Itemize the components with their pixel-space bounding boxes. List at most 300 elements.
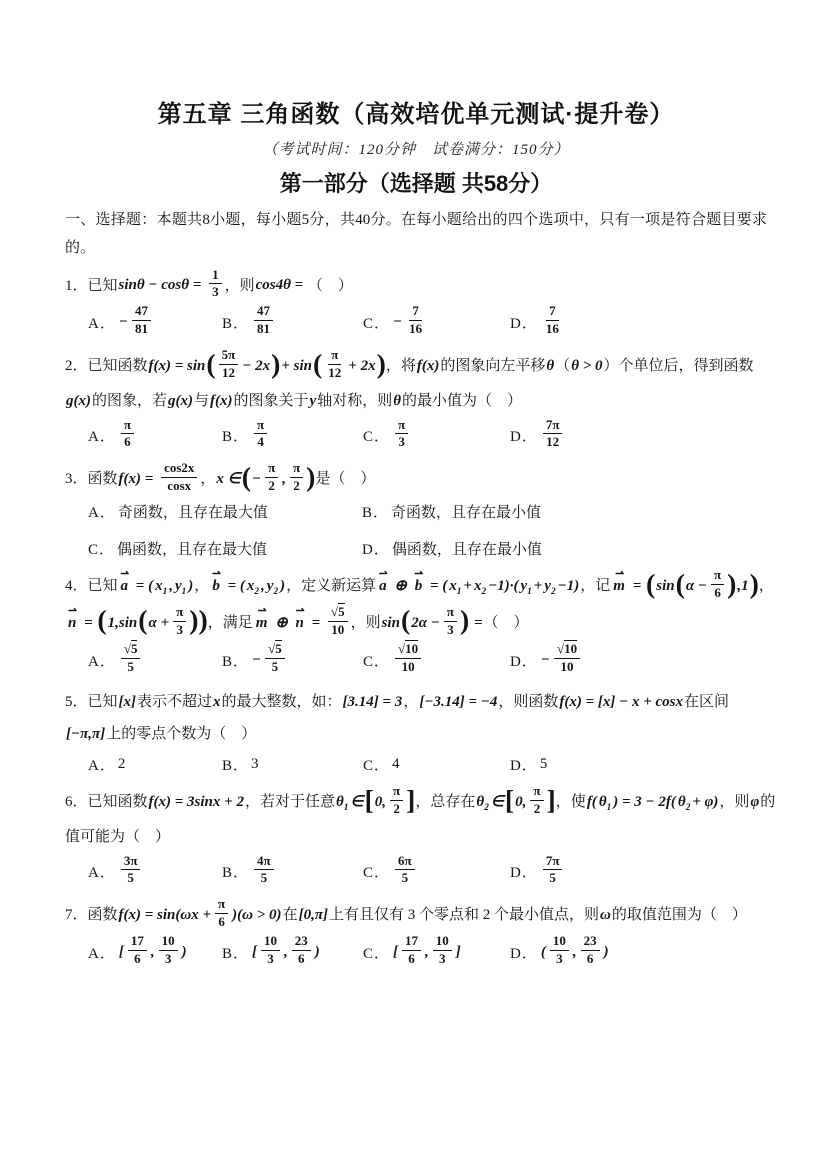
- option-value: [118, 756, 126, 773]
- numerator: 10: [261, 933, 280, 951]
- option-D-q6: [510, 852, 767, 890]
- vector-m: m ⇀: [256, 608, 268, 639]
- math-run: θ > 0: [571, 357, 603, 374]
- text-run: 3．函数: [65, 471, 118, 488]
- fraction: [159, 933, 178, 968]
- fraction: [328, 604, 348, 639]
- text-run: 5: [539, 755, 548, 772]
- denominator: 6: [134, 950, 141, 966]
- bracket: ]: [546, 784, 556, 816]
- subscripted-var: $y_2$: [544, 577, 556, 597]
- denominator: 2: [393, 800, 400, 816]
- numerator: 7π: [543, 417, 563, 435]
- option-value: [392, 640, 424, 678]
- fraction: [254, 417, 267, 452]
- option-value: [540, 305, 565, 340]
- math-run: 2α −: [411, 614, 440, 631]
- fraction: [161, 460, 197, 495]
- question-text-line: [65, 462, 767, 497]
- denominator: 5: [271, 658, 279, 674]
- exam-info: （考试时间：120分钟 试卷满分：150分）: [262, 142, 570, 158]
- math-run: [−3.14] = −4: [419, 693, 498, 710]
- text-run: ）个单位后，得到函数: [603, 357, 754, 374]
- math-run: − 2x: [242, 357, 271, 374]
- math-run: y: [309, 392, 317, 409]
- bracket: (: [138, 605, 148, 637]
- option-value: [392, 538, 542, 559]
- math-run: f(x) = sin(ωx +: [118, 907, 212, 924]
- numerator: π: [711, 567, 724, 585]
- option-value: [540, 640, 583, 678]
- option-A-q3: [88, 499, 362, 523]
- text-run: ，则: [350, 614, 381, 631]
- math-run: −1): [557, 577, 580, 594]
- option-value: [392, 756, 400, 773]
- text-run: 的取值范围为（ ）: [611, 907, 747, 924]
- fraction: [261, 933, 280, 968]
- subscripted-var: $x_1$: [449, 577, 462, 597]
- math-run: θ: [546, 357, 555, 374]
- option-value: [251, 640, 288, 678]
- text-run: 轴对称，则: [317, 392, 393, 409]
- options-row: [88, 499, 767, 560]
- options-row: [88, 752, 767, 776]
- fraction: [121, 417, 134, 452]
- fraction: [543, 303, 562, 338]
- question-5: [65, 687, 767, 777]
- numerator: 17: [128, 933, 147, 951]
- denominator: 3: [439, 950, 446, 966]
- math-run: f(x) =: [118, 471, 158, 488]
- subscripted-var: $\theta_1$: [335, 793, 349, 813]
- option-label: B．: [222, 316, 250, 333]
- math-run: (: [540, 943, 546, 960]
- denominator: 3: [164, 950, 172, 966]
- option-label: C．: [363, 653, 391, 670]
- math-run: ,: [284, 943, 288, 960]
- text-run: 7．函数: [65, 907, 118, 924]
- math-run: + φ): [692, 793, 719, 810]
- math-run: −: [252, 471, 262, 488]
- fraction: [395, 641, 421, 676]
- fraction: [543, 417, 563, 452]
- math-run: [: [118, 943, 124, 960]
- numerator: √10: [395, 641, 421, 659]
- subscripted-var: $y_1$: [174, 577, 187, 597]
- subscripted-var: $\theta_2$: [677, 793, 691, 813]
- subscripted-var: $x_2$: [473, 577, 487, 597]
- fraction: [254, 303, 273, 338]
- text-run: 在区间: [684, 693, 730, 710]
- option-value: [251, 416, 270, 454]
- math-run: [0,π]: [298, 907, 329, 924]
- numerator: 17: [402, 933, 421, 951]
- option-label: D．: [362, 541, 390, 558]
- text-run: ，记: [580, 577, 611, 594]
- text-run: 1．已知: [65, 277, 118, 294]
- bracket: (: [97, 605, 107, 637]
- math-run: sin: [656, 577, 675, 594]
- math-run: + sin: [281, 357, 313, 374]
- bracket: (: [206, 348, 216, 380]
- text-run: ，则: [224, 277, 255, 294]
- bracket: ): [306, 461, 316, 493]
- option-label: C．: [363, 865, 391, 882]
- text-run: 的: [760, 793, 776, 810]
- text-run: 是（ ）: [315, 471, 376, 488]
- option-value: [251, 756, 259, 773]
- option-B-q7: [222, 935, 363, 970]
- math-run: ,: [261, 577, 265, 594]
- fraction: [121, 641, 141, 676]
- math-run: 0,: [515, 793, 527, 810]
- text-run: 奇函数，且存在最大值: [117, 504, 268, 521]
- bracket: (: [675, 568, 685, 600]
- math-run: [3.14] = 3: [342, 693, 403, 710]
- math-run: [−π,π]: [66, 726, 106, 743]
- section-heading: 第一部分（选择题 共58分）: [279, 171, 553, 196]
- math-run: −: [252, 651, 262, 668]
- option-value: [117, 538, 267, 559]
- text-run: ，: [194, 577, 210, 594]
- option-label: A．: [88, 865, 116, 882]
- option-label: D．: [510, 429, 538, 446]
- fraction: [581, 933, 600, 968]
- denominator: 10: [331, 621, 345, 637]
- denominator: 10: [401, 658, 415, 674]
- math-run: )(ω > 0): [232, 907, 282, 924]
- option-label: B．: [362, 504, 390, 521]
- subscripted-var: $y_1$: [520, 577, 532, 597]
- numerator: 10: [550, 933, 569, 951]
- radicand: 10: [564, 640, 578, 656]
- numerator: 47: [132, 303, 151, 321]
- numerator: 10: [159, 933, 178, 951]
- math-run: g(x): [66, 392, 91, 409]
- denominator: 5: [127, 658, 134, 674]
- numerator: cos2x: [161, 460, 197, 478]
- option-value: [391, 501, 541, 522]
- question-text-line: [65, 822, 767, 853]
- math-run: ,: [282, 471, 286, 488]
- numerator: 1: [209, 267, 222, 285]
- text-run: 的图象关于: [233, 392, 309, 409]
- math-run: ,: [169, 577, 173, 594]
- denominator: 3: [267, 950, 274, 966]
- math-run: = (: [223, 577, 245, 594]
- denominator: 12: [221, 364, 235, 380]
- text-run: ，定义新运算: [286, 577, 377, 594]
- text-run: ，将: [385, 357, 416, 374]
- math-run: ): [314, 943, 320, 960]
- option-A-q1: [88, 305, 222, 340]
- numerator: 23: [292, 933, 311, 951]
- vector-a: a ⇀: [121, 571, 129, 602]
- numerator: √5: [265, 641, 285, 659]
- option-value: [540, 852, 566, 890]
- numerator: 5π: [219, 347, 239, 365]
- option-label: D．: [510, 865, 538, 882]
- denominator: 6: [408, 950, 415, 966]
- option-value: [118, 416, 137, 454]
- math-run: θ: [393, 392, 402, 409]
- question-text-line: [65, 349, 767, 384]
- fraction: [254, 853, 274, 888]
- subscripted-var: $x_2$: [246, 577, 260, 597]
- denominator: 2: [533, 800, 541, 816]
- option-C-q7: [363, 935, 510, 970]
- math-run: ): [603, 943, 609, 960]
- option-label: C．: [363, 945, 391, 962]
- option-value: [540, 756, 548, 773]
- math-run: f(x) = sin: [148, 357, 206, 374]
- bracket: ): [189, 605, 199, 637]
- math-run: ) = 3 − 2f(: [613, 793, 676, 810]
- fraction: [132, 303, 151, 338]
- denominator: 2: [293, 478, 300, 494]
- math-run: ,: [572, 943, 577, 960]
- question-2: [65, 349, 767, 453]
- denominator: 6: [586, 950, 594, 966]
- bracket: ): [271, 348, 281, 380]
- fraction: [265, 641, 285, 676]
- math-run: φ: [750, 793, 760, 810]
- math-run: −: [118, 314, 128, 331]
- numerator: π: [290, 460, 303, 478]
- option-C-q1: [363, 305, 510, 340]
- options-row: [88, 305, 767, 340]
- option-value: [540, 416, 566, 454]
- math-run: ,: [425, 943, 429, 960]
- denominator: 5: [127, 870, 134, 886]
- fraction: [290, 460, 303, 495]
- fraction: [209, 267, 222, 302]
- fraction: [292, 933, 311, 968]
- math-run: ): [181, 943, 187, 960]
- fraction: [390, 783, 403, 818]
- option-C-q4: [363, 640, 510, 678]
- numerator: √10: [554, 641, 580, 659]
- numerator: π: [121, 417, 134, 435]
- fraction: [433, 933, 452, 968]
- math-run: ): [188, 577, 194, 594]
- option-B-q1: [222, 305, 363, 340]
- text-run: 6．已知函数: [65, 793, 148, 810]
- math-run: x: [213, 693, 221, 710]
- questions-list: [65, 266, 776, 970]
- option-D-q2: [510, 416, 767, 454]
- denominator: 2: [268, 478, 275, 494]
- text-run: 在: [282, 907, 298, 924]
- math-run: [: [393, 943, 399, 960]
- fraction: [215, 896, 228, 931]
- vector-b: b ⇀: [415, 571, 423, 602]
- text-run: ，: [403, 693, 419, 710]
- option-label: A．: [88, 429, 116, 446]
- denominator: 81: [134, 321, 148, 337]
- option-label: B．: [222, 945, 250, 962]
- math-run: −1)·(: [488, 577, 519, 594]
- vector-arrow-icon: ⇀: [378, 569, 388, 581]
- vector-a: a ⇀: [379, 571, 387, 602]
- denominator: 5: [401, 870, 409, 886]
- option-value: [392, 852, 418, 890]
- math-run: =: [470, 614, 483, 631]
- bracket: ): [727, 568, 737, 600]
- option-label: C．: [363, 757, 391, 774]
- option-label: C．: [88, 541, 116, 558]
- fraction: [550, 933, 569, 968]
- option-label: B．: [222, 757, 250, 774]
- text-run: 5．已知: [65, 693, 118, 710]
- numerator: π: [395, 417, 408, 435]
- bracket: ]: [406, 784, 416, 816]
- vector-arrow-icon: ⇀: [257, 606, 267, 618]
- text-run: 值可能为（ ）: [65, 828, 171, 845]
- question-text-line: [65, 719, 767, 750]
- fraction: [395, 417, 408, 452]
- options-row: [88, 416, 767, 454]
- math-run: =: [307, 614, 324, 631]
- text-run: 4: [392, 755, 400, 772]
- math-run: 1,sin: [107, 614, 138, 631]
- math-run: +: [533, 577, 543, 594]
- option-label: B．: [222, 653, 250, 670]
- math-run: ,: [150, 943, 155, 960]
- option-value: [118, 852, 144, 890]
- text-run: 表示不超过: [137, 693, 213, 710]
- text-run: 偶函数，且存在最大值: [117, 541, 268, 558]
- question-text-line: [65, 687, 767, 718]
- option-D-q4: [510, 640, 767, 678]
- bracket: [: [504, 784, 515, 816]
- question-text-line: [65, 386, 767, 417]
- option-value: [392, 305, 428, 340]
- denominator: 4: [257, 434, 264, 450]
- subscripted-var: $x_1$: [155, 577, 168, 597]
- math-run: f(x): [210, 392, 233, 409]
- option-value: [392, 935, 462, 970]
- option-A-q5: [88, 752, 222, 776]
- math-run: ): [280, 577, 286, 594]
- numerator: π: [265, 460, 278, 478]
- text-run: 上有且仅有 3 个零点和 2 个最小值点，则: [329, 907, 600, 924]
- math-run: f(: [586, 793, 597, 810]
- vector-arrow-icon: ⇀: [68, 606, 77, 618]
- denominator: cosx: [167, 478, 192, 494]
- numerator: √5: [328, 604, 348, 622]
- denominator: 5: [260, 870, 268, 886]
- math-run: ∈: [490, 793, 504, 810]
- option-C-q3: [88, 536, 362, 560]
- math-run: 0,: [374, 793, 386, 810]
- math-run: α −: [685, 577, 708, 594]
- option-B-q6: [222, 852, 363, 890]
- radicand: 5: [338, 603, 345, 619]
- text-run: ，总存在: [415, 793, 476, 810]
- options-row: [88, 640, 767, 678]
- option-value: [251, 852, 277, 890]
- math-run: [x]: [118, 693, 137, 710]
- option-A-q7: [88, 935, 222, 970]
- question-3: [65, 462, 767, 560]
- option-D-q3: [362, 536, 767, 560]
- option-value: [251, 935, 321, 970]
- question-6: [65, 783, 776, 889]
- denominator: 16: [545, 321, 559, 337]
- fraction: [128, 933, 147, 968]
- denominator: 3: [398, 434, 405, 450]
- subscripted-var: $\theta_1$: [598, 793, 612, 813]
- fraction: [395, 853, 415, 888]
- option-value: [540, 935, 610, 970]
- text-run: ，: [758, 577, 774, 594]
- option-label: D．: [510, 945, 538, 962]
- numerator: 47: [254, 303, 273, 321]
- option-value: [251, 305, 276, 340]
- math-run: f(x) = [x] − x + cosx: [559, 693, 683, 710]
- math-run: [: [252, 943, 258, 960]
- vector-arrow-icon: ⇀: [295, 606, 305, 618]
- math-run: =: [628, 577, 646, 594]
- math-run: −: [393, 314, 403, 331]
- denominator: 16: [409, 321, 423, 337]
- math-run: α +: [148, 614, 170, 631]
- numerator: π: [530, 783, 543, 801]
- option-value: [118, 935, 188, 970]
- bracket: [: [364, 784, 374, 816]
- question-text-line: [65, 603, 767, 641]
- exam-header: [65, 94, 767, 263]
- bracket: (: [241, 461, 251, 493]
- numerator: √5: [121, 641, 141, 659]
- numerator: π: [390, 783, 403, 801]
- vector-n: n ⇀: [68, 608, 76, 639]
- denominator: 81: [257, 321, 271, 337]
- option-B-q4: [222, 640, 363, 678]
- text-run: 的图象，若: [92, 392, 168, 409]
- math-run: ⊕: [271, 614, 292, 631]
- fraction: [444, 604, 457, 639]
- denominator: 3: [212, 284, 219, 300]
- fraction: [530, 783, 543, 818]
- radicand: 5: [130, 640, 138, 656]
- option-label: A．: [88, 757, 116, 774]
- math-run: +: [463, 577, 472, 594]
- fraction: [121, 853, 141, 888]
- text-run: 上的零点个数为（ ）: [106, 726, 257, 743]
- option-B-q2: [222, 416, 363, 454]
- option-D-q7: [510, 935, 767, 970]
- math-run: ∈: [350, 793, 364, 810]
- text-run: 的最小值为（ ）: [402, 392, 523, 409]
- option-A-q2: [88, 416, 222, 454]
- vector-arrow-icon: ⇀: [120, 569, 130, 581]
- text-run: ，若对于任意: [244, 793, 335, 810]
- bracket: ): [376, 348, 386, 380]
- vector-arrow-icon: ⇀: [212, 569, 221, 581]
- option-C-q2: [363, 416, 510, 454]
- vector-arrow-icon: ⇀: [414, 569, 424, 581]
- bracket: (: [400, 605, 411, 637]
- option-label: D．: [510, 757, 538, 774]
- math-run: −: [540, 651, 550, 668]
- fraction: [219, 347, 239, 382]
- option-label: A．: [88, 653, 116, 670]
- vector-n: n ⇀: [296, 608, 304, 639]
- option-label: D．: [510, 653, 538, 670]
- math-run: =: [80, 614, 97, 631]
